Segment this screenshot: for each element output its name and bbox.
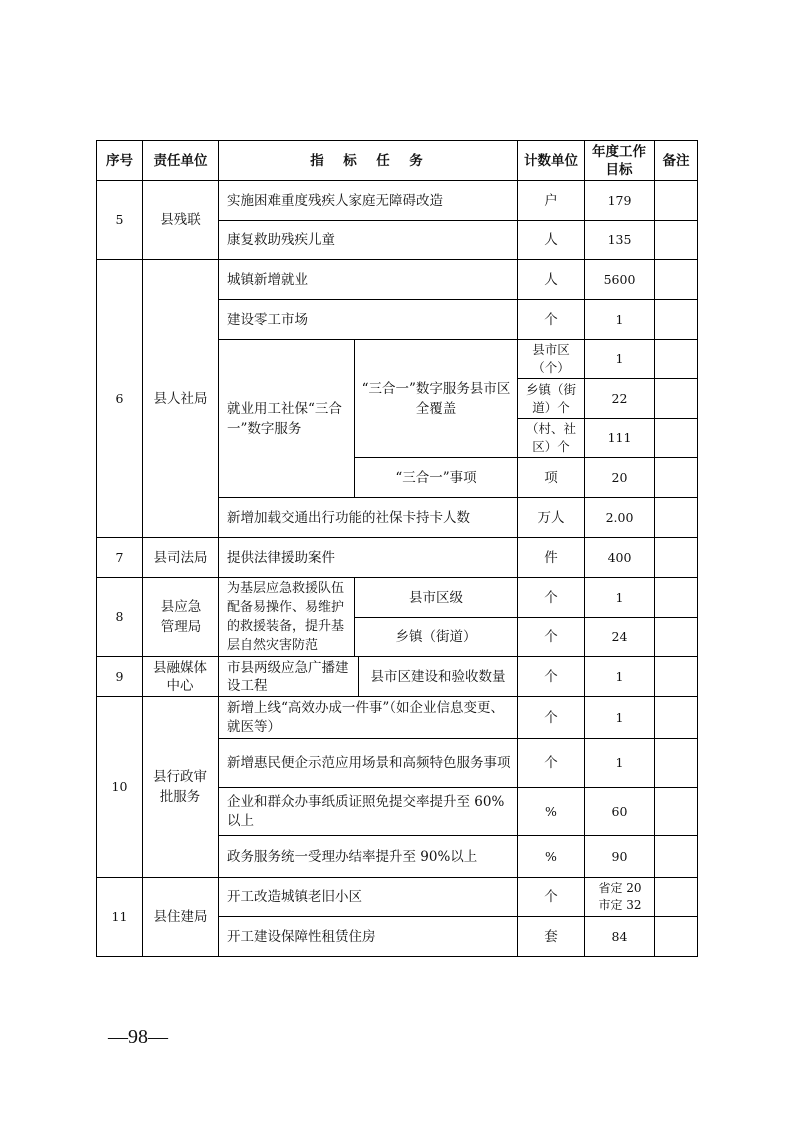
target-cell: 1: [615, 311, 624, 327]
measure-cell: 个: [544, 668, 558, 685]
header-target: 年度工作目标: [592, 143, 646, 178]
row-seq: 10: [111, 779, 128, 794]
task-cell: 实施困难重度残疾人家庭无障碍改造: [227, 192, 443, 209]
target-cell: 22: [611, 390, 628, 406]
target-cell: 省定 20 市定 32: [598, 881, 642, 912]
task-cell: 为基层应急救援队伍配备易操作、易维护的救援装备，提升基层自然灾害防范: [227, 581, 345, 653]
measure-cell: 套: [544, 928, 558, 945]
header-remark: 备注: [662, 152, 690, 169]
target-cell: 5600: [603, 271, 636, 287]
measure-cell: 个: [544, 889, 558, 905]
target-cell: 2.00: [605, 509, 634, 525]
target-cell: 179: [607, 192, 632, 208]
task-cell: 新增加载交通出行功能的社保卡持卡人数: [227, 509, 470, 526]
measure-cell: %: [545, 848, 557, 864]
header-seq: 序号: [106, 152, 133, 169]
subtask-cell: “三合一”事项: [395, 469, 477, 486]
row-unit: 县司法局: [153, 549, 208, 566]
row-seq: 9: [115, 668, 124, 684]
target-cell: 90: [611, 848, 628, 864]
target-cell: 1: [615, 755, 624, 770]
measure-cell: 人: [544, 232, 558, 248]
measure-cell: 个: [544, 311, 558, 328]
row-unit: 县融媒体中心: [153, 659, 207, 694]
row-seq: 5: [115, 212, 124, 227]
row-unit: 县行政审批服务: [153, 769, 207, 805]
row-unit: 县住建局: [153, 909, 208, 925]
measure-cell: 县市区（个）: [532, 342, 570, 375]
target-cell: 60: [611, 803, 628, 819]
measure-cell: 件: [544, 549, 558, 566]
subtask-cell: “三合一”数字服务县市区全覆盖: [361, 380, 511, 417]
task-cell: 新增上线“高效办成一件事”（如企业信息变更、就医等）: [227, 699, 505, 735]
task-cell: 城镇新增就业: [227, 271, 308, 288]
measure-cell: 个: [544, 709, 558, 726]
row-unit: 县人社局: [153, 390, 208, 407]
task-cell: 建设零工市场: [227, 311, 308, 328]
measure-cell: %: [545, 803, 557, 819]
row-seq: 11: [111, 909, 128, 924]
sub-cell: 乡镇（街道）: [395, 629, 477, 645]
target-cell: 24: [611, 629, 628, 644]
row-seq: 6: [115, 390, 124, 406]
measure-cell: 个: [544, 589, 558, 606]
measure-cell: 户: [544, 192, 558, 209]
target-cell: 400: [607, 549, 632, 565]
task-cell: 市县两级应急广播建设工程: [227, 659, 349, 694]
task-cell: 新增惠民便企示范应用场景和高频特色服务事项: [227, 754, 511, 771]
page-number: —98—: [108, 1026, 168, 1048]
header-task: 指 标 任 务: [310, 152, 426, 169]
sub-cell: 县市区建设和验收数量: [370, 668, 506, 685]
target-cell: 1: [615, 668, 624, 684]
measure-cell: （村、社区）个: [525, 421, 576, 454]
target-cell: 1: [615, 709, 624, 725]
task-cell: 康复救助残疾儿童: [227, 232, 335, 248]
measure-cell: 项: [544, 469, 558, 486]
target-cell: 135: [607, 232, 632, 247]
measure-cell: 人: [544, 271, 558, 288]
header-measure: 计数单位: [524, 152, 578, 169]
measure-cell: 乡镇（街道）个: [525, 381, 576, 415]
row-seq: 8: [115, 609, 124, 624]
sub-cell: 县市区级: [409, 589, 463, 606]
task-cell: 政务服务统一受理办结率提升至 90%以上: [227, 848, 478, 865]
target-cell: 1: [615, 351, 624, 366]
task-cell: 开工改造城镇老旧小区: [227, 889, 362, 905]
measure-cell: 个: [544, 755, 558, 771]
target-cell: 1: [615, 589, 624, 605]
target-cell: 111: [607, 430, 632, 445]
task-cell: 企业和群众办事纸质证照免提交率提升至 60%以上: [227, 793, 505, 829]
target-cell: 84: [611, 928, 628, 944]
task-cell: 开工建设保障性租赁住房: [227, 928, 376, 945]
header-unit: 责任单位: [153, 152, 208, 169]
measure-cell: 个: [544, 629, 558, 645]
task-cell: 就业用工社保“三合一”数字服务: [227, 400, 342, 437]
row-unit: 县残联: [160, 212, 201, 228]
target-cell: 20: [611, 469, 628, 485]
row-seq: 7: [115, 549, 124, 565]
row-unit: 县应急管理局: [160, 599, 202, 635]
task-cell: 提供法律援助案件: [227, 549, 335, 566]
measure-cell: 万人: [537, 509, 565, 526]
